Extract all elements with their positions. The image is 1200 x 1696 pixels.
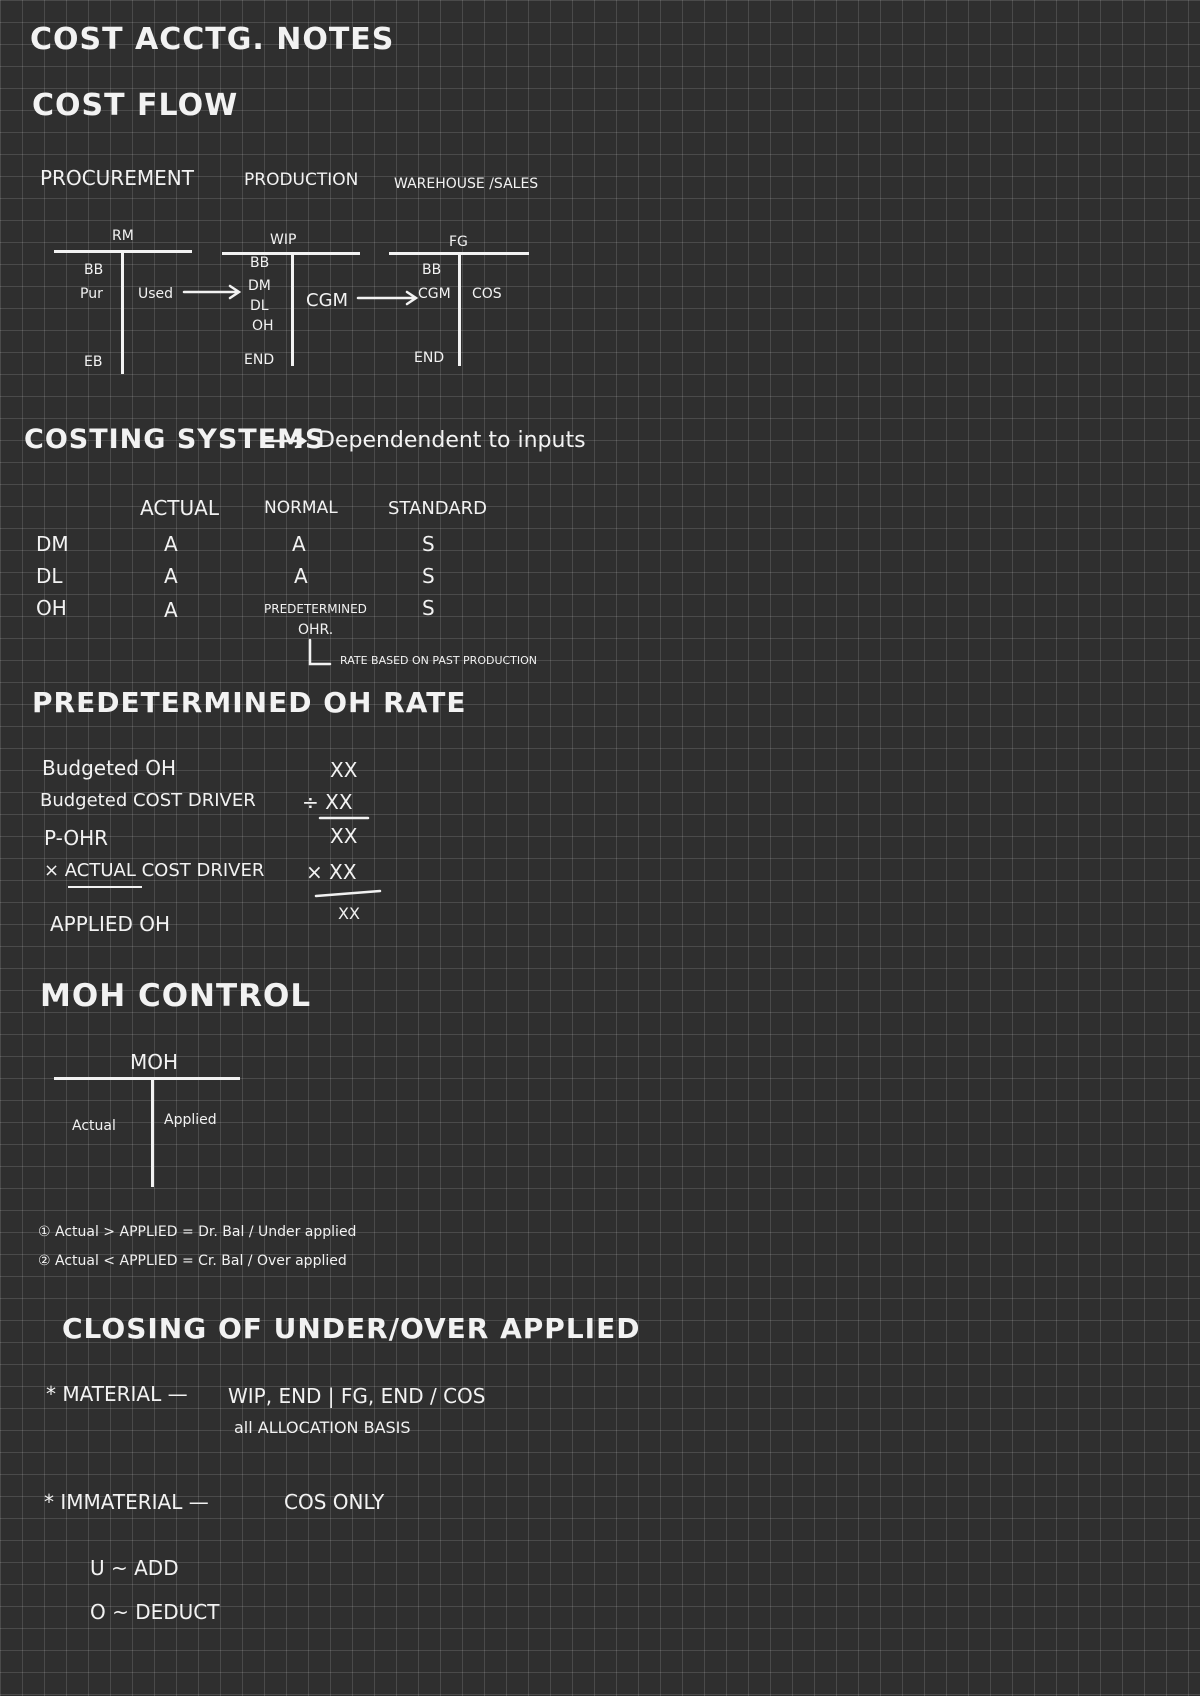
closing-heading: CLOSING OF UNDER/OVER APPLIED — [62, 1312, 641, 1345]
pohr-line-5-value: XX — [338, 904, 360, 923]
raw-title: RM — [112, 228, 134, 244]
raw-end: EB — [84, 354, 103, 370]
raw-used: Used — [138, 286, 174, 302]
pohr-line-1-label: Budgeted OH — [42, 756, 177, 780]
closing-material-sub: all ALLOCATION BASIS — [234, 1418, 411, 1437]
moh-account-title: MOH — [130, 1050, 179, 1074]
page-title: COST ACCTG. NOTES — [30, 22, 395, 57]
arrow-used-to-dm-icon — [184, 286, 239, 298]
costing-systems-note: Dependendent to inputs — [318, 428, 586, 453]
closing-immaterial-label: * IMMATERIAL — — [44, 1490, 209, 1514]
row-dm-normal: A — [292, 532, 306, 556]
wip-cgm: CGM — [306, 290, 349, 311]
row-oh-label: OH — [36, 596, 67, 620]
col-normal: NORMAL — [264, 498, 338, 518]
fg-cos: COS — [472, 286, 502, 302]
actual-underline — [68, 886, 142, 888]
moh-t-stem — [151, 1079, 154, 1187]
pohr-divider-2 — [316, 891, 380, 896]
closing-legend-over: O ~ DEDUCT — [90, 1600, 220, 1624]
raw-begin: BB — [84, 262, 104, 278]
closing-material-label: * MATERIAL — — [46, 1382, 188, 1406]
raw-purchases: Pur — [80, 286, 103, 302]
pohr-line-2-label: Budgeted COST DRIVER — [40, 790, 256, 811]
moh-rule-1: ① Actual > APPLIED = Dr. Bal / Under applied — [38, 1224, 357, 1240]
arrow-cgm-to-fg-icon — [358, 292, 416, 304]
row-dl-normal: A — [294, 564, 308, 588]
rate-note-elbow-icon — [310, 640, 330, 664]
col-actual: ACTUAL — [140, 496, 219, 520]
moh-rule-2: ② Actual < APPLIED = Cr. Bal / Over applied — [38, 1253, 347, 1269]
moh-credit: Applied — [164, 1112, 217, 1128]
stage-warehouse-sales: WAREHOUSE /SALES — [394, 176, 539, 192]
cost-flow-heading: COST FLOW — [32, 88, 239, 123]
closing-legend-under: U ~ ADD — [90, 1556, 179, 1580]
pohr-line-5-label: APPLIED OH — [50, 912, 171, 936]
wip-end: END — [244, 352, 275, 368]
fg-end: END — [414, 350, 445, 366]
wip-oh: OH — [252, 318, 274, 334]
closing-material-value: WIP, END | FG, END / COS — [228, 1384, 486, 1408]
wip-dl: DL — [250, 298, 269, 314]
wip-title: WIP — [270, 232, 297, 248]
row-oh-normal-line2: OHR. — [298, 622, 334, 638]
moh-control-heading: MOH CONTROL — [40, 978, 312, 1014]
row-dl-actual: A — [164, 564, 178, 588]
pohr-line-1-value: XX — [330, 758, 358, 782]
fg-title: FG — [449, 234, 468, 250]
row-oh-normal: PREDETERMINED — [264, 602, 367, 616]
moh-debit: Actual — [72, 1118, 116, 1134]
row-dl-standard: S — [422, 564, 435, 588]
row-oh-actual: A — [164, 598, 178, 622]
pohr-heading: PREDETERMINED OH RATE — [32, 686, 467, 719]
rate-note: RATE BASED ON PAST PRODUCTION — [340, 654, 538, 667]
fg-cgm: CGM — [418, 286, 451, 302]
row-dl-label: DL — [36, 564, 63, 588]
costing-systems-heading: COSTING SYSTEMS — [24, 424, 326, 455]
stage-procurement: PROCUREMENT — [40, 166, 194, 190]
wip-begin: BB — [250, 255, 270, 271]
fg-begin: BB — [422, 262, 442, 278]
row-dm-actual: A — [164, 532, 178, 556]
stage-production: PRODUCTION — [244, 170, 359, 190]
pohr-line-2-value: ÷ XX — [302, 790, 353, 814]
col-standard: STANDARD — [388, 498, 488, 519]
moh-t-top — [54, 1077, 240, 1080]
pohr-line-3-value: XX — [330, 824, 358, 848]
row-oh-standard: S — [422, 596, 435, 620]
row-dm-standard: S — [422, 532, 435, 556]
pohr-line-4-value: × XX — [306, 860, 357, 884]
wip-dm: DM — [248, 278, 271, 294]
row-dm-label: DM — [36, 532, 69, 556]
pohr-line-4-label: × ACTUAL COST DRIVER — [44, 860, 265, 881]
closing-immaterial-value: COS ONLY — [284, 1490, 385, 1514]
pohr-line-3-label: P-OHR — [44, 826, 109, 850]
